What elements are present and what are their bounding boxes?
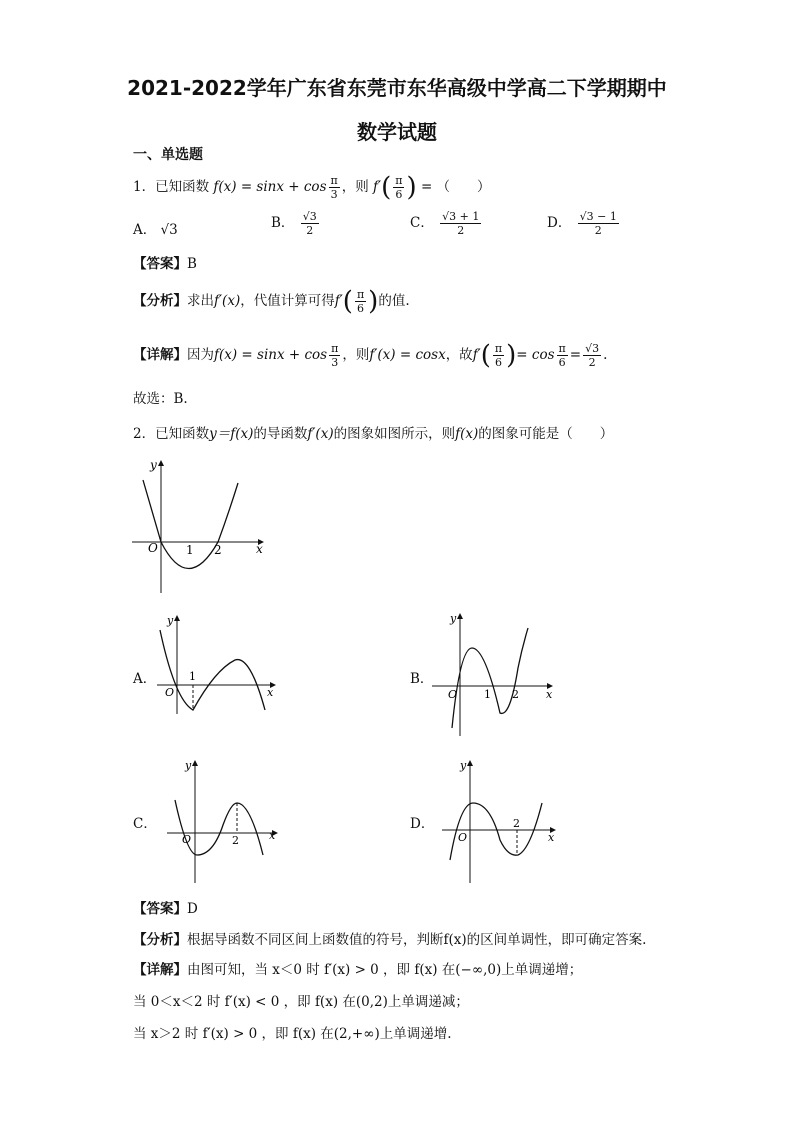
q2-detail-1: 【详解】由图可知，当 x＜0 时 f′(x) > 0 ，即 f(x) 在(−∞,0)上单调递增； [133, 962, 583, 978]
q1-frac-pi-6: $\frac{\pi}{6}$ [395, 174, 403, 201]
q1-choose: 故选：B. [133, 391, 188, 407]
svg-text:2: 2 [513, 817, 520, 830]
q1-option-a: A． √3 [133, 222, 178, 238]
svg-text:1: 1 [484, 688, 491, 701]
q2-option-d-label: D． [410, 816, 435, 832]
q1-stem-mid: ，则 [341, 179, 369, 195]
q1-detail: 【详解】因为f(x) = sinx + cos $\frac{\pi}{3}$ ，则f′(x) = cosx，故f′( $\frac{\pi}{6}$ )= cos $\frac{\pi}{6}$ = $\frac{√3}{2}$ . [133, 340, 608, 371]
svg-text:x: x [548, 831, 555, 844]
q2-detail-2: 当 0＜x＜2 时 f′(x) < 0 ，即 f(x) 在(0,2)上单调递减； [133, 994, 469, 1010]
svg-text:x: x [267, 686, 274, 699]
q1-stem: 1．已知函数 f(x) = sinx + cos $\frac{\pi}{3}$ ，则 f′( $\frac{\pi}{6}$ ) = （ ） [133, 172, 491, 203]
tick-1-label: 1 [186, 543, 194, 557]
q1-answer: 【答案】B [133, 256, 197, 272]
derivative-graph [128, 455, 278, 600]
q1-number: 1． [133, 179, 156, 195]
q2-stem: 2．已知函数y＝f(x)的导函数f′(x)的图象如图所示，则f(x)的图象可能是（ ） [133, 426, 614, 442]
x-label: x [256, 542, 263, 556]
option-c-graph [165, 755, 287, 885]
svg-text:y: y [450, 612, 457, 625]
option-d-graph [440, 755, 564, 885]
svg-text:y: y [167, 614, 174, 627]
q1-option-d: D． $\frac{√3 - 1}{2}$ [547, 210, 617, 237]
q1-option-b: B． $\frac{√3}{2}$ [271, 210, 317, 237]
q1-frac-pi-3: $\frac{\pi}{3}$ [330, 174, 338, 201]
svg-text:y: y [460, 759, 467, 772]
q1-stem-expr: f(x) = sinx + cos [213, 179, 327, 195]
q2-option-b-label: B． [410, 671, 434, 687]
q1-stem-pre: 已知函数 [155, 179, 210, 195]
svg-text:2: 2 [512, 688, 519, 701]
q2-option-a-label: A． [133, 671, 157, 687]
document-subtitle: 数学试题 [357, 120, 437, 144]
svg-text:2: 2 [232, 834, 239, 847]
q2-detail-3: 当 x＞2 时 f′(x) > 0 ，即 f(x) 在(2,+∞)上单调递增. [133, 1026, 452, 1042]
origin-label: O [148, 541, 158, 555]
svg-text:O: O [458, 831, 468, 844]
svg-text:x: x [269, 829, 276, 842]
q2-answer: 【答案】D [133, 901, 198, 917]
tick-2-label: 2 [214, 543, 222, 557]
svg-text:1: 1 [189, 670, 196, 683]
option-b-graph [430, 608, 562, 738]
svg-text:y: y [185, 759, 192, 772]
option-a-graph [155, 610, 285, 715]
svg-text:O: O [448, 688, 458, 701]
q1-analysis: 【分析】求出f′(x)，代值计算可得f′( $\frac{\pi}{6}$ )的值. [133, 286, 410, 317]
q1-fprime: f′ [373, 179, 382, 195]
y-label: y [150, 458, 157, 472]
document-title: 2021-2022学年广东省东莞市东华高级中学高二下学期期中 [127, 76, 667, 100]
q1-option-c: C． $\frac{√3 + 1}{2}$ [410, 210, 480, 237]
q2-analysis: 【分析】根据导函数不同区间上函数值的符号，判断f(x)的区间单调性，即可确定答案. [133, 932, 647, 948]
section-heading: 一、单选题 [133, 147, 203, 163]
q2-option-c-label: C． [133, 816, 157, 832]
svg-text:x: x [546, 688, 553, 701]
q1-stem-end: = （ ） [420, 179, 491, 195]
svg-text:O: O [165, 686, 175, 699]
svg-text:O: O [182, 833, 192, 846]
